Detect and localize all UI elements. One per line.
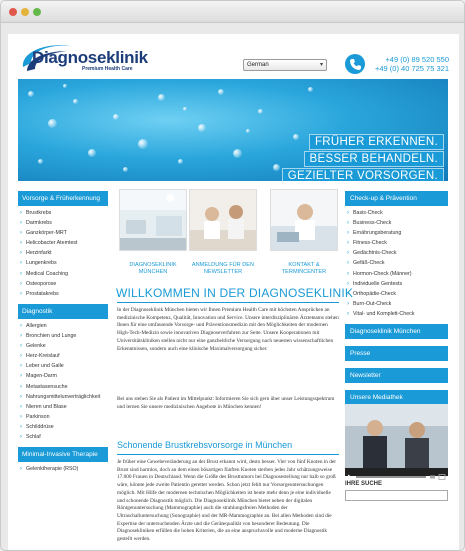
nav-item-prostatakrebs[interactable]: › Prostatakrebs bbox=[18, 289, 108, 299]
nav-item-fitness-check[interactable]: › Fitness-Check bbox=[345, 238, 448, 248]
link-diagnoseklinik-muenchen[interactable]: Diagnoseklinik München bbox=[345, 324, 448, 339]
nav-item-bronchien[interactable]: › Bronchien und Lunge bbox=[18, 331, 108, 341]
teaser-label-contact-line-1: KONTAKT & bbox=[288, 262, 320, 268]
nav-item-brustkrebs[interactable]: › Brustkrebs bbox=[18, 208, 108, 218]
hero-slogan-1: FRÜHER ERKENNEN. bbox=[309, 134, 444, 150]
phone-number-hamburg[interactable]: +49 (0) 40 725 75 321 bbox=[374, 64, 449, 73]
logo-text[interactable]: Diagnoseklinik bbox=[32, 48, 148, 67]
nav-item-metastasensuche[interactable]: › Metastasensuche bbox=[18, 382, 108, 392]
nav-item-nieren-blase[interactable]: › Nieren und Blase bbox=[18, 402, 108, 412]
nav-item-schilddruese[interactable]: › Schilddrüse bbox=[18, 422, 108, 432]
video-controls[interactable] bbox=[345, 468, 448, 476]
section-divider bbox=[117, 454, 339, 455]
nav-heading-therapie[interactable]: Minimal-Invasive Therapie bbox=[18, 447, 108, 462]
patient-paragraph: Bei uns stehen Sie als Patient im Mittelpunkt: Informieren Sie sich gern über unser Leistungsspektrum und lernen Sie unsere medizinischen Angebote in München kennen! bbox=[117, 396, 335, 410]
nav-list-therapie bbox=[18, 464, 108, 474]
nav-item-ganzkoerper-mrt[interactable]: › Ganzkörper-MRT bbox=[18, 228, 108, 238]
nav-item-burnout-check[interactable]: › Burn-Out-Check bbox=[345, 299, 448, 309]
window-titlebar bbox=[1, 1, 464, 23]
nav-item-leber-galle[interactable]: › Leber und Galle bbox=[18, 361, 108, 371]
language-select[interactable] bbox=[243, 59, 327, 71]
hero-slogan-2: BESSER BEHANDELN. bbox=[304, 151, 444, 167]
nav-item-herz-kreislauf[interactable]: › Herz-Kreislauf bbox=[18, 351, 108, 361]
nav-item-magen-darm[interactable]: › Magen-Darm bbox=[18, 371, 108, 381]
search-label: IHRE SUCHE bbox=[345, 481, 383, 487]
nav-item-gelenke[interactable]: › Gelenke bbox=[18, 341, 108, 351]
link-newsletter[interactable]: Newsletter bbox=[345, 368, 448, 383]
hero-banner bbox=[18, 79, 448, 181]
nav-item-vital-check[interactable]: › Vital- und Komplett-Check bbox=[345, 309, 448, 319]
teaser-label-newsletter[interactable] bbox=[188, 262, 258, 276]
hero-slogan-3: GEZIELTER VORSORGEN. bbox=[282, 168, 444, 181]
nav-item-orthopaedie-check[interactable]: › Orthopädie-Check bbox=[345, 289, 448, 299]
teaser-label-newsletter-line-2: NEWSLETTER bbox=[203, 269, 243, 275]
nav-item-hormon-check[interactable]: › Hormon-Check (Männer) bbox=[345, 269, 448, 279]
nav-heading-vorsorge[interactable]: Vorsorge & Früherkennung bbox=[18, 191, 108, 206]
teaser-label-contact[interactable] bbox=[269, 262, 339, 276]
play-icon bbox=[348, 475, 352, 480]
nav-item-nahrungsmittel[interactable]: › Nahrungsmittelunverträglichkeit bbox=[18, 392, 108, 402]
nav-item-basis-check[interactable]: › Basis-Check bbox=[345, 208, 448, 218]
fullscreen-icon bbox=[439, 475, 445, 480]
nav-item-parkinson[interactable]: › Parkinson bbox=[18, 412, 108, 422]
brustkrebs-paragraph: Je früher eine Gewebeveränderung an der Brust erkannt wird, desto besser. Vier von fünf Knoten in der Brust sind harmlos, doch an dem einen bösartigen fünften Knoten sterben jedes Jahr schätzungsweise 17.000 Frauen in Deutschland. Wenn die Größe des Brusttumors bei Diagnosestellung nur halb so groß wäre, könnte jede zweite Patientin gerettet werden. Schon jetzt fehlt nur Vorsorgeuntersuchungen möglich. Mit Hilfe der modernen technischen Möglichkeiten ist heute mehr denn je eine individuelle und schonende Diagnostik möglich. Die Diagnoseklinik München bietet neben der digitalen Röntgenuntersuchung (Mammographie) auch die strahlungsfreien Methoden der Ultraschalluntersuchung (Sonographie) und der MR-Mammographie an. Bei allen Methoden sind die Expertise der untersuchenden Ärzte und die Gerätequalität von besonderer Bedeutung. Die Diagnosekliniken erfüllen die hohen Kriterien, die an eine anspruchsvolle und moderne Diagnostik gestellt werden. bbox=[117, 459, 337, 543]
nav-item-gentests[interactable]: › Individuelle Gentests bbox=[345, 279, 448, 289]
page-title: WILLKOMMEN IN DER DIAGNOSEKLINIK bbox=[116, 286, 354, 300]
logo-subtitle: Premium Health Care bbox=[82, 66, 133, 72]
link-presse[interactable]: Presse bbox=[345, 346, 448, 361]
teaser-label-newsletter-line-1: ANMELDUNG FÜR DEN bbox=[191, 262, 255, 268]
close-window-button[interactable] bbox=[9, 8, 17, 16]
nav-item-darmkrebs[interactable]: › Darmkrebs bbox=[18, 218, 108, 228]
mediathek-heading[interactable]: Unsere Mediathek bbox=[345, 390, 448, 405]
video-player[interactable] bbox=[345, 404, 448, 468]
nav-item-gelenktherapie[interactable]: › Gelenktherapie (RSO) bbox=[18, 464, 108, 474]
teaser-image-contact[interactable] bbox=[270, 189, 338, 251]
nav-list-checkup bbox=[345, 208, 448, 319]
nav-item-business-check[interactable]: › Business-Check bbox=[345, 218, 448, 228]
nav-item-gefaess-check[interactable]: › Gefäß-Check bbox=[345, 258, 448, 268]
nav-list-diagnostik bbox=[18, 321, 108, 442]
nav-heading-diagnostik[interactable]: Diagnostik bbox=[18, 304, 108, 319]
nav-item-ernaehrung[interactable]: › Ernährungsberatung bbox=[345, 228, 448, 238]
intro-paragraph: In der Diagnoseklinik München bieten wir Ihnen Premium Health Care mit höchsten Ansprüchen an medizinische Kompetenz, Qualität, Innovation und Service. Unsere interdisziplinären Ärzteteams stehen Ihnen für eine umfassende Vorsorge- und Präventionsmedizin mit den Möglichkeiten der modernen High-Tech-Medizin sowie innovativen Diagnoseverfahren zur Seite. Unsere Kooperationen mit Universitätskliniken stellen nicht nur eine ganzheitliche Versorgung nach neuesten wissenschaftlichen Erkenntnissen, sondern auch eine klinische Maximalversorgung sicher. bbox=[117, 307, 339, 352]
title-divider bbox=[117, 302, 339, 303]
teaser-image-clinic[interactable] bbox=[119, 189, 187, 251]
section-heading: Schonende Brustkrebsvorsorge in München bbox=[117, 440, 293, 450]
nav-item-osteoporose[interactable]: › Osteoporose bbox=[18, 279, 108, 289]
phone-number-munich[interactable]: +49 (0) 89 520 550 bbox=[385, 55, 449, 64]
teaser-label-clinic-line-1: DIAGNOSEKLINIK bbox=[129, 262, 177, 268]
site-header bbox=[8, 34, 459, 79]
minimize-window-button[interactable] bbox=[21, 8, 29, 16]
teaser-label-contact-line-2: TERMINCENTER bbox=[281, 269, 327, 275]
web-page bbox=[8, 34, 459, 551]
nav-list-vorsorge bbox=[18, 208, 108, 299]
teaser-image-newsletter[interactable] bbox=[189, 189, 257, 251]
teaser-label-clinic[interactable] bbox=[118, 262, 188, 276]
chevron-down-icon: ▾ bbox=[319, 62, 323, 68]
nav-item-herzinfarkt[interactable]: › Herzinfarkt bbox=[18, 248, 108, 258]
volume-icon bbox=[430, 476, 435, 479]
nav-item-allergien[interactable]: › Allergien bbox=[18, 321, 108, 331]
phone-icon bbox=[345, 54, 365, 74]
nav-item-helicobacter[interactable]: › Helicobacter Atemtest bbox=[18, 238, 108, 248]
nav-item-gedaechtnis-check[interactable]: › Gedächtnis-Check bbox=[345, 248, 448, 258]
language-select-value: German bbox=[247, 62, 269, 68]
search-input[interactable] bbox=[345, 490, 448, 501]
nav-heading-checkup[interactable]: Check-up & Prävention bbox=[345, 191, 448, 206]
teaser-label-clinic-line-2: MÜNCHEN bbox=[138, 269, 168, 275]
nav-item-schlaf[interactable]: › Schlaf bbox=[18, 432, 108, 442]
maximize-window-button[interactable] bbox=[33, 8, 41, 16]
nav-item-medical-coaching[interactable]: › Medical Coaching bbox=[18, 269, 108, 279]
nav-item-lungenkrebs[interactable]: › Lungenkrebs bbox=[18, 258, 108, 268]
